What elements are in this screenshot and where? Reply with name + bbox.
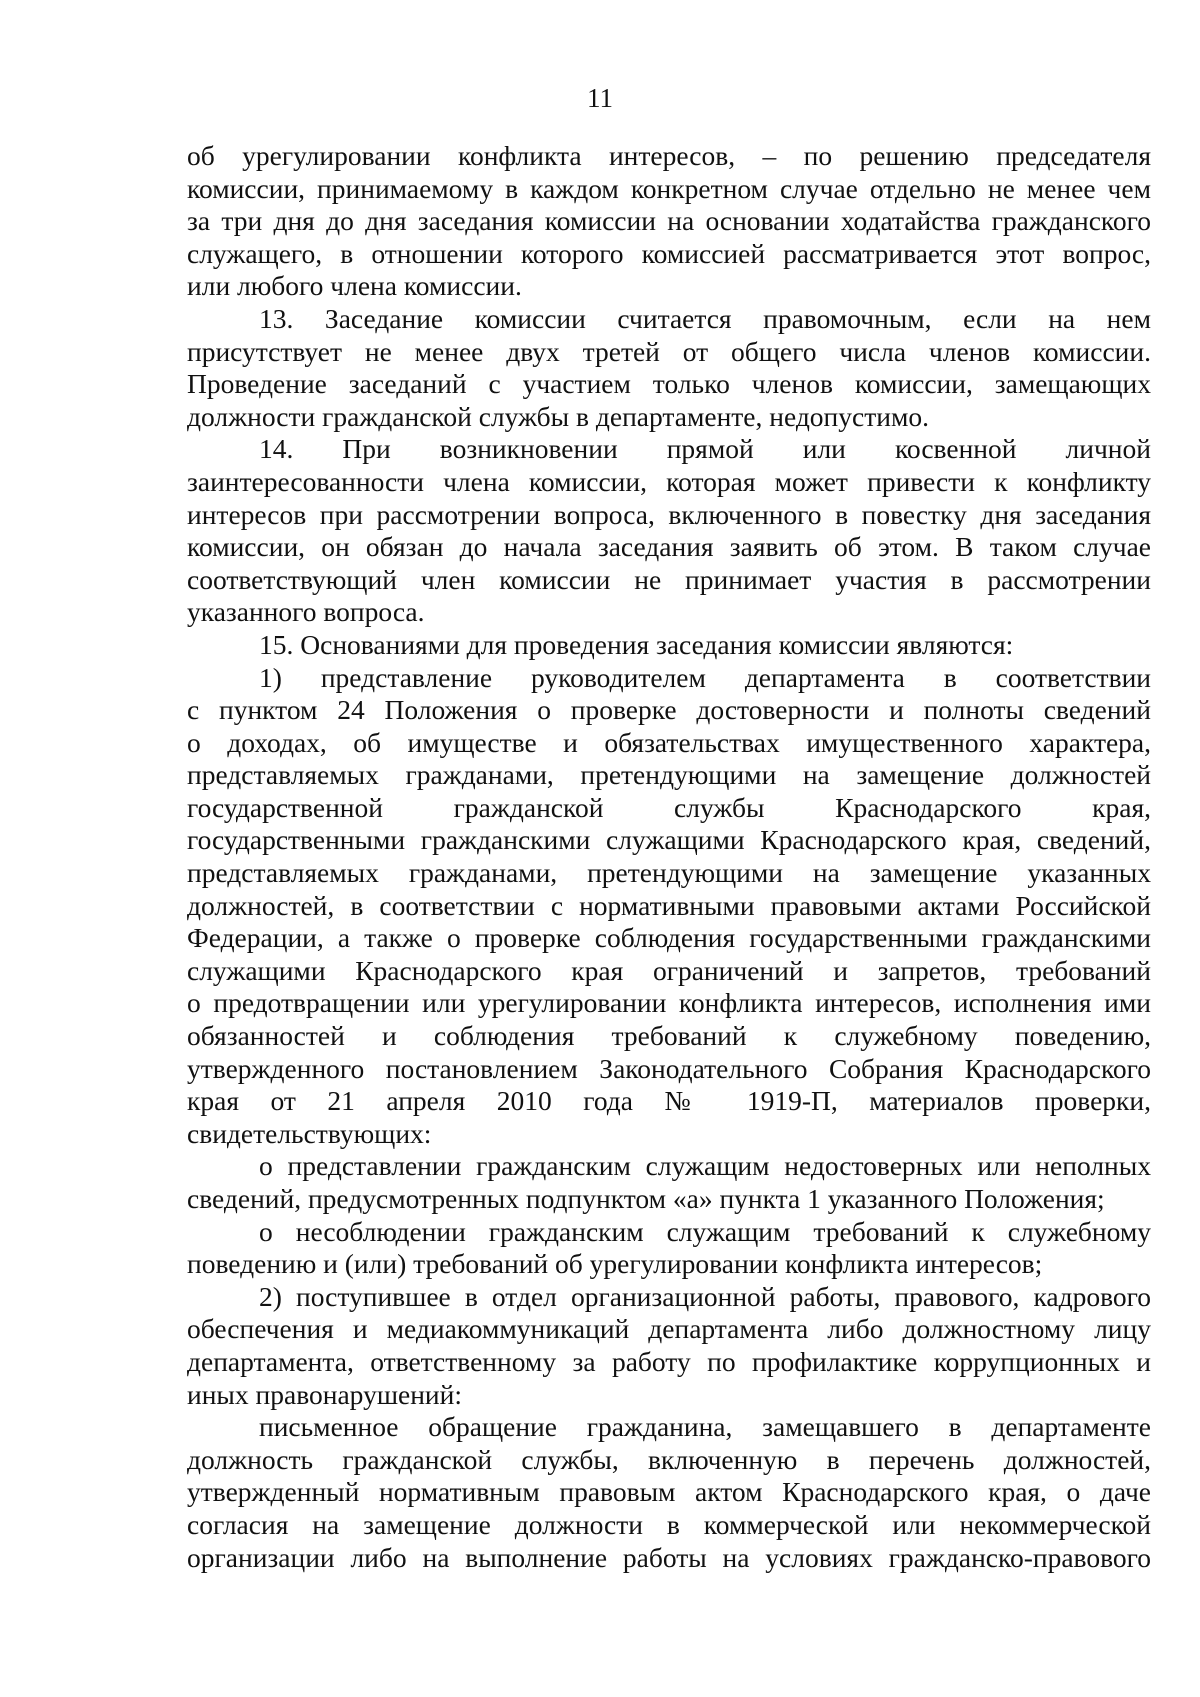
text-line: 2) поступившее в отдел организационной работы, правового, кадрового	[259, 1280, 1151, 1312]
paragraph-subitem-1	[187, 662, 1151, 1151]
text-line: или любого члена комиссии.	[187, 270, 522, 302]
text-line: сведений, предусмотренных подпунктом «а» пункта 1 указанного Положения;	[187, 1183, 1105, 1214]
text-line: присутствует не менее двух третей от общего числа членов комиссии.	[187, 335, 1151, 367]
text-line: за три дня до дня заседания комиссии на основании ходатайства гражданского	[187, 205, 1151, 237]
paragraph-bullet	[187, 1150, 1151, 1215]
text-line: обеспечения и медиакоммуникаций департамента либо должностному лицу	[187, 1313, 1151, 1345]
paragraph-item-15	[187, 629, 1151, 662]
text-line: о предотвращении или урегулировании конфликта интересов, исполнения ими	[187, 987, 1151, 1019]
text-line: о несоблюдении гражданским служащим требований к служебному	[259, 1215, 1151, 1247]
text-line: с пунктом 24 Положения о проверке достоверности и полноты сведений	[187, 694, 1151, 726]
paragraph-subitem-2	[187, 1281, 1151, 1411]
text-line: свидетельствующих:	[187, 1117, 432, 1149]
text-line: организации либо на выполнение работы на условиях гражданско-правового	[187, 1541, 1151, 1573]
text-line: 14. При возникновении прямой или косвенной личной	[259, 433, 1151, 465]
text-line: соответствующий член комиссии не принимает участия в рассмотрении	[187, 563, 1151, 595]
paragraph-item-14	[187, 433, 1151, 629]
text-line: должности гражданской службы в департаменте, недопустимо.	[187, 400, 929, 432]
text-line: обязанностей и соблюдения требований к служебному поведению,	[187, 1020, 1151, 1052]
text-line: государственными гражданскими служащими Краснодарского края, сведений,	[187, 824, 1151, 856]
text-line: 15. Основаниями для проведения заседания комиссии являются:	[259, 628, 1014, 660]
text-line: должностей, в соответствии с нормативными правовыми актами Российской	[187, 889, 1151, 921]
text-line: утвержденный нормативным правовым актом Краснодарского края, о даче	[187, 1476, 1151, 1508]
text-line: края от 21 апреля 2010 года № 1919-П, материалов проверки,	[187, 1085, 1151, 1117]
paragraph-item-13	[187, 303, 1151, 433]
text-line: поведению и (или) требований об урегулировании конфликта интересов;	[187, 1248, 1043, 1280]
text-line: служащего, в отношении которого комиссией рассматривается этот вопрос,	[187, 237, 1151, 269]
text-line: государственной гражданской службы Краснодарского края,	[187, 791, 1151, 823]
text-line: письменное обращение гражданина, замещавшего в департаменте	[259, 1411, 1151, 1443]
text-line: департамента, ответственному за работу по профилактике коррупционных и	[187, 1345, 1151, 1377]
text-line: утвержденного постановлением Законодательного Собрания Краснодарского	[187, 1052, 1151, 1084]
paragraph	[187, 140, 1151, 303]
text-line: должность гражданской службы, включенную в перечень должностей,	[187, 1443, 1151, 1475]
page-number: 11	[587, 83, 613, 113]
text-line: служащими Краснодарского края ограничений и запретов, требований	[187, 954, 1151, 986]
text-line: о доходах, об имуществе и обязательствах имущественного характера,	[187, 726, 1151, 758]
text-line: Федерации, а также о проверке соблюдения государственными гражданскими	[187, 922, 1151, 954]
text-line: 1) представление руководителем департамента в соответствии	[259, 661, 1151, 693]
text-line: Проведение заседаний с участием только членов комиссии, замещающих	[187, 368, 1151, 400]
text-line: представляемых гражданами, претендующими на замещение должностей	[187, 759, 1151, 791]
text-line: 13. Заседание комиссии считается правомочным, если на нем	[259, 302, 1151, 334]
paragraph-continued	[187, 1411, 1151, 1574]
paragraph-bullet	[187, 1216, 1151, 1281]
text-line: о представлении гражданским служащим недостоверных или неполных	[259, 1150, 1151, 1182]
text-line: указанного вопроса.	[187, 596, 425, 628]
text-line: комиссии, принимаемому в каждом конкретном случае отдельно не менее чем	[187, 172, 1151, 204]
document-body	[187, 140, 1151, 1574]
text-line: об урегулировании конфликта интересов, – по решению председателя	[187, 140, 1151, 171]
text-line: интересов при рассмотрении вопроса, включенного в повестку дня заседания	[187, 498, 1151, 530]
text-line: согласия на замещение должности в коммерческой или некоммерческой	[187, 1508, 1151, 1540]
text-line: иных правонарушений:	[187, 1378, 462, 1410]
text-line: представляемых гражданами, претендующими на замещение указанных	[187, 857, 1151, 889]
text-line: заинтересованности члена комиссии, которая может привести к конфликту	[187, 465, 1151, 497]
text-line: комиссии, он обязан до начала заседания заявить об этом. В таком случае	[187, 531, 1151, 563]
